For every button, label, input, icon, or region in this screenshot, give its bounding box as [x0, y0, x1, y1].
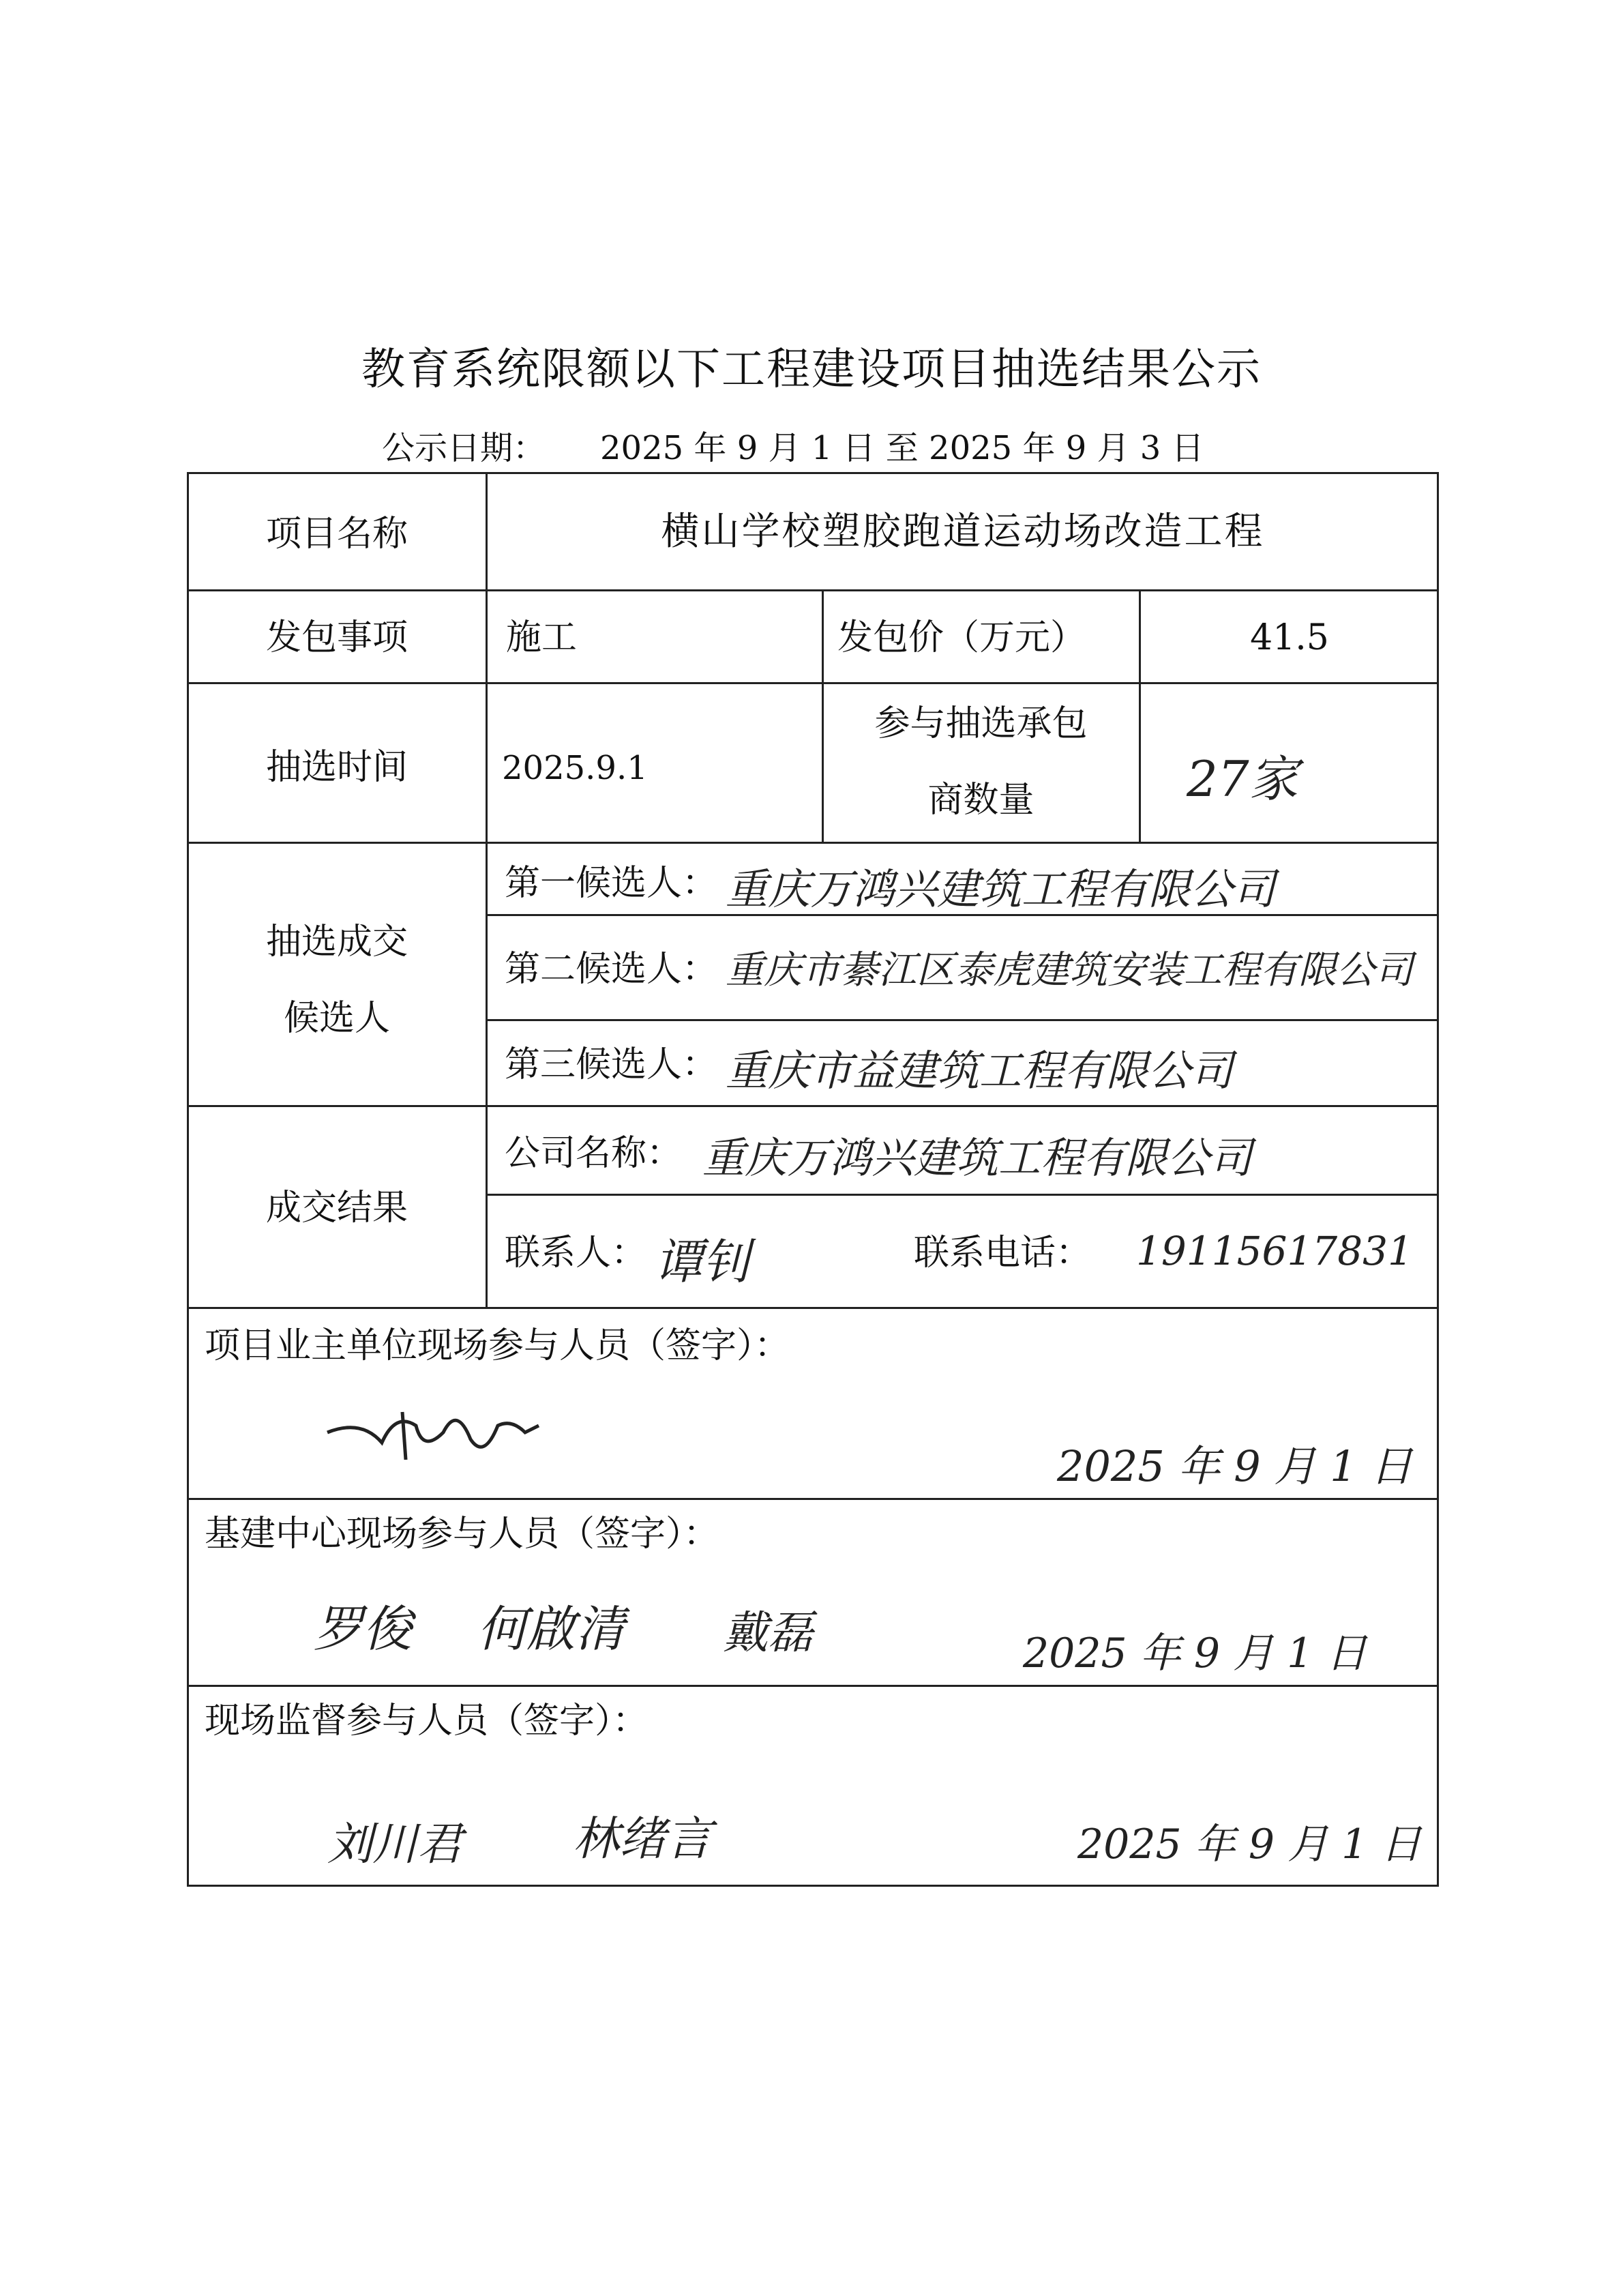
candidate-3-label: 第三候选人： — [505, 1044, 718, 1085]
page-title: 教育系统限额以下工程建设项目抽选结果公示 — [361, 344, 1262, 395]
row-divider — [486, 1019, 1439, 1021]
bidder-count: 27家 — [1187, 750, 1298, 808]
project-name-label: 项目名称 — [265, 514, 408, 555]
row-divider — [187, 842, 1439, 844]
date-range: 2025 年 9 月 1 日 至 2025 年 9 月 3 日 — [600, 429, 1204, 467]
draw-time: 2025.9.1 — [502, 749, 648, 787]
candidate-1-label: 第一候选人： — [505, 863, 718, 904]
infra-signature-1: 罗俊 — [314, 1600, 413, 1658]
date-label: 公示日期： — [382, 429, 546, 467]
column-divider — [486, 472, 488, 1308]
candidates-label-line1: 抽选成交 — [265, 922, 408, 962]
owner-signature — [321, 1392, 546, 1473]
publication-date-line — [382, 422, 1204, 469]
candidate-1-name: 重庆万鸿兴建筑工程有限公司 — [726, 864, 1276, 914]
company-name: 重庆万鸿兴建筑工程有限公司 — [702, 1133, 1253, 1183]
draw-time-label: 抽选时间 — [265, 747, 408, 788]
candidate-2-label: 第二候选人： — [505, 949, 718, 990]
row-divider — [486, 1194, 1439, 1196]
row-divider — [187, 1498, 1439, 1500]
row-divider — [187, 589, 1439, 591]
company-label: 公司名称： — [505, 1133, 683, 1174]
infra-signature-3: 戴磊 — [723, 1606, 813, 1659]
supervision-signature-2: 林绪言 — [573, 1812, 713, 1866]
row-divider — [187, 682, 1439, 684]
contract-item: 施工 — [506, 617, 578, 658]
bidder-count-label-line2: 商数量 — [927, 780, 1034, 821]
supervision-signature-1: 刘川君 — [327, 1818, 462, 1870]
result-label: 成交结果 — [265, 1188, 408, 1228]
contract-price: 41.5 — [1250, 617, 1329, 658]
owner-section-label: 项目业主单位现场参与人员（签字）： — [205, 1325, 790, 1366]
row-divider — [187, 1685, 1439, 1687]
infra-signature-2: 何啟清 — [477, 1600, 625, 1658]
infra-section-label: 基建中心现场参与人员（签字）： — [205, 1514, 719, 1555]
candidate-3-name: 重庆市益建筑工程有限公司 — [726, 1046, 1234, 1095]
owner-date: 2025 年 9 月 1 日 — [1057, 1441, 1413, 1491]
candidate-2-name: 重庆市綦江区泰虎建筑安装工程有限公司 — [726, 948, 1413, 992]
phone-number: 19115617831 — [1136, 1228, 1413, 1274]
row-divider — [187, 1105, 1439, 1107]
row-divider — [187, 1307, 1439, 1309]
phone-label: 联系电话： — [914, 1233, 1092, 1274]
supervision-date: 2025 年 9 月 1 日 — [1077, 1821, 1422, 1868]
contact-name: 谭钊 — [655, 1234, 750, 1290]
infra-date: 2025 年 9 月 1 日 — [1023, 1630, 1367, 1677]
contact-label: 联系人： — [505, 1233, 647, 1274]
contract-item-label: 发包事项 — [265, 617, 408, 658]
contract-price-label: 发包价（万元） — [837, 617, 1086, 658]
candidates-label-line2: 候选人 — [283, 998, 390, 1039]
bidder-count-label-line1: 参与抽选承包 — [874, 703, 1088, 744]
supervision-section-label: 现场监督参与人员（签字）： — [205, 1701, 649, 1741]
project-name: 横山学校塑胶跑道运动场改造工程 — [661, 510, 1265, 554]
